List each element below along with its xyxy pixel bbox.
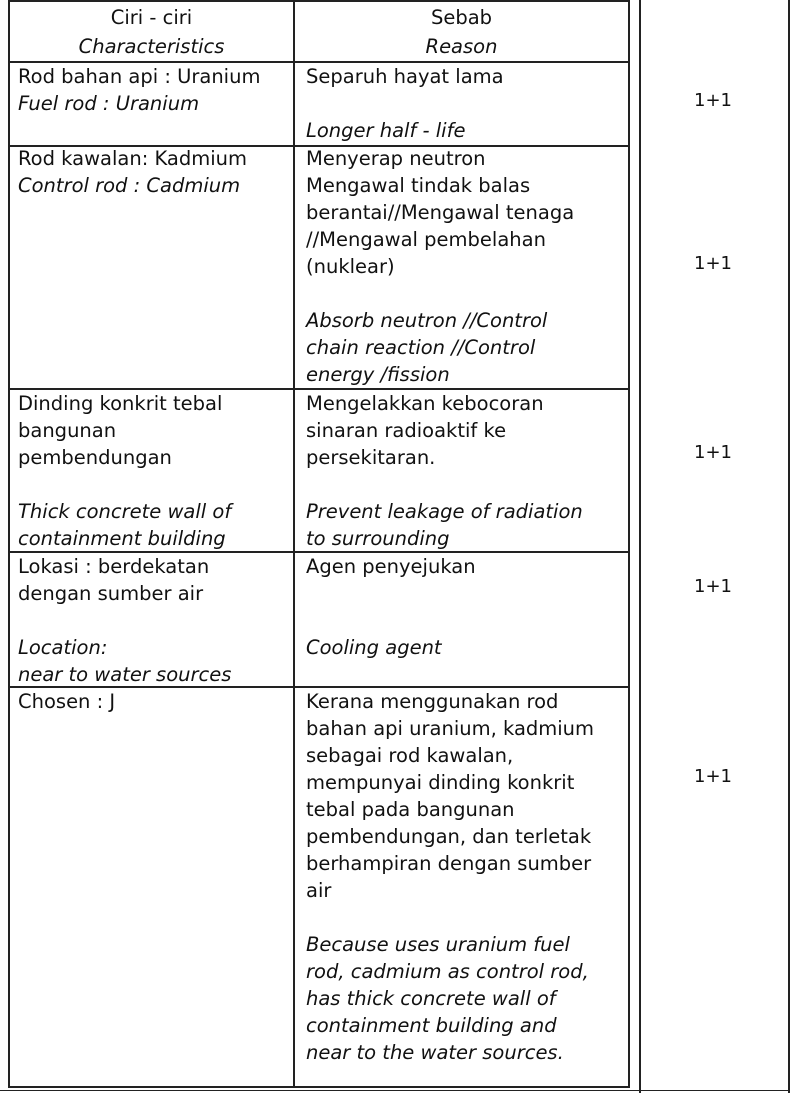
row3-reason-en-line: to surrounding <box>306 527 450 550</box>
row2-char-en-line: Control rod : Cadmium <box>18 174 241 197</box>
page-bottom-rule <box>0 1090 790 1091</box>
row5-reason-ms-line: berhampiran dengan sumber <box>306 852 592 875</box>
row4-char-ms-line: dengan sumber air <box>18 582 204 605</box>
row3-char-en-line: Thick concrete wall of <box>18 500 232 523</box>
row4-reason-ms-line: Agen penyejukan <box>306 555 476 578</box>
row5-reason-ms-line: pembendungan, dan terletak <box>306 825 592 848</box>
row2-reason-ms-line: (nuklear) <box>306 255 395 278</box>
margin-right-border <box>788 0 790 1093</box>
row1-reason-en-line: Longer half - life <box>306 119 466 142</box>
row2-reason-ms-line: berantai//Mengawal tenaga <box>306 201 575 224</box>
row1-reason-ms-line: Separuh hayat lama <box>306 65 504 88</box>
row5-char-ms-line: Chosen : J <box>18 690 116 713</box>
table-right-border <box>628 0 630 1088</box>
row5-reason-en-line: containment building and <box>306 1014 557 1037</box>
row3-mark: 1+1 <box>694 442 732 463</box>
row5-reason-ms-line: bahan api uranium, kadmium <box>306 717 595 740</box>
row2-mark: 1+1 <box>694 253 732 274</box>
row3-reason-ms-line: persekitaran. <box>306 446 436 469</box>
header-reason-en: Reason <box>425 35 498 58</box>
column-divider <box>293 0 295 1088</box>
header-reason-ms: Sebab <box>430 6 493 29</box>
row5-reason-ms-line: sebagai rod kawalan, <box>306 744 514 767</box>
row5-reason-ms-line: mempunyai dinding konkrit <box>306 771 575 794</box>
row3-reason-en-line: Prevent leakage of radiation <box>306 500 583 523</box>
row4-char-en-line: near to water sources <box>18 663 232 686</box>
row5-reason-ms-line: air <box>306 879 332 902</box>
row4-reason-en-line: Cooling agent <box>306 636 442 659</box>
row3-char-ms-line: pembendungan <box>18 446 172 469</box>
margin-left-border <box>639 0 641 1093</box>
row5-mark: 1+1 <box>694 766 732 787</box>
row5-reason-ms-line: Kerana menggunakan rod <box>306 690 559 713</box>
row5-reason-en-line: rod, cadmium as control rod, <box>306 960 589 983</box>
row2-reason-en-line: chain reaction //Control <box>306 336 536 359</box>
row1-mark: 1+1 <box>694 90 732 111</box>
row2-char-ms-line: Rod kawalan: Kadmium <box>18 147 248 170</box>
header-characteristics-ms: Ciri - ciri <box>110 6 193 29</box>
row5-reason-ms-line: tebal pada bangunan <box>306 798 515 821</box>
row3-char-ms-line: Dinding konkrit tebal <box>18 392 223 415</box>
row2-reason-ms-line: Mengawal tindak balas <box>306 174 531 197</box>
row5-reason-en-line: Because uses uranium fuel <box>306 933 570 956</box>
row3-char-en-line: containment building <box>18 527 226 550</box>
table-left-border <box>8 0 10 1088</box>
row3-char-ms-line: bangunan <box>18 419 117 442</box>
row3-reason-ms-line: sinaran radioaktif ke <box>306 419 507 442</box>
row2-reason-ms-line: Menyerap neutron <box>306 147 486 170</box>
row4-char-en-line: Location: <box>18 636 108 659</box>
row5-reason-en-line: near to the water sources. <box>306 1041 564 1064</box>
row4-mark: 1+1 <box>694 576 732 597</box>
table-bottom-border <box>8 1086 628 1088</box>
row1-char-ms-line: Rod bahan api : Uranium <box>18 65 261 88</box>
row2-reason-en-line: energy /fission <box>306 363 450 386</box>
row2-reason-en-line: Absorb neutron //Control <box>306 309 548 332</box>
row2-reason-ms-line: //Mengawal pembelahan <box>306 228 546 251</box>
header-characteristics-en: Characteristics <box>78 35 225 58</box>
row5-reason-en-line: has thick concrete wall of <box>306 987 556 1010</box>
row3-reason-ms-line: Mengelakkan kebocoran <box>306 392 544 415</box>
table-top-border <box>8 0 628 2</box>
row1-char-en-line: Fuel rod : Uranium <box>18 92 200 115</box>
row4-char-ms-line: Lokasi : berdekatan <box>18 555 210 578</box>
